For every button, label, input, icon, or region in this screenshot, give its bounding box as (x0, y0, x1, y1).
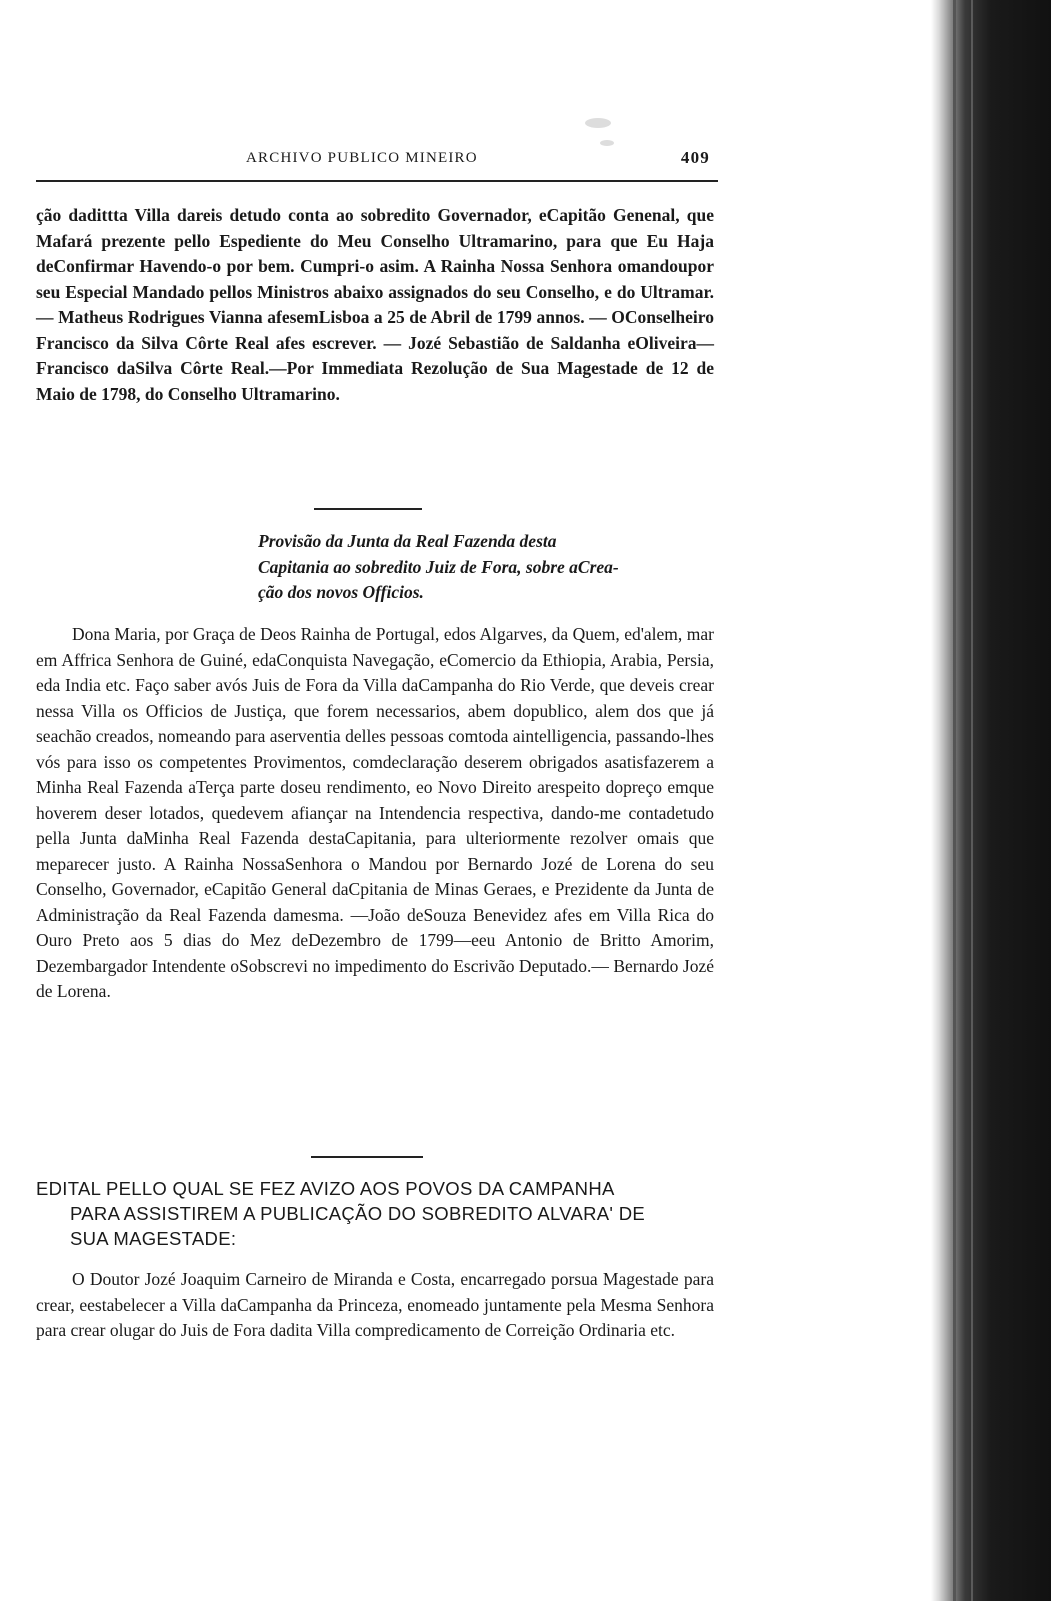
paragraph: ção dadittta Villa dareis detudo conta ao sobredito Governador, eCapitão Genenal, que Mafará prezente pello Espediente do Meu Conselho Ultramarino, para que Eu Haja deConfirmar Havendo-o por bem. Cumpri-o asim. A Rainha Nossa Senhora omandoupor seu Especial Mandado pellos Ministros abaixo assignados do seu Conselho, e do Ultramar. — Matheus Rodrigues Vianna afesemLisboa a 25 de Abril de 1799 annos. — OConselheiro Francisco da Silva Côrte Real afes escrever. — Jozé Sebastião de Saldanha eOliveira—Francisco daSilva Côrte Real.—Por Immediata Rezolução de Sua Magestade de 12 de Maio de 1798, do Conselho Ultramarino. (36, 205, 714, 404)
heading-line: PARA ASSISTIREM A PUBLICAÇÃO DO SOBREDITO ALVARA' DE (70, 1203, 645, 1224)
provisao-body (36, 622, 714, 1005)
page-number: 409 (680, 148, 710, 167)
title-line: ção dos novos Officios. (258, 582, 424, 602)
paragraph: O Doutor Jozé Joaquim Carneiro de Miranda e Costa, encarregado porsua Magestade para crear, eestabelecer a Villa daCampanha da Princeza, enomeado juntamente pela Mesma Senhora para crear olugar do Juis de Fora dadita Villa compredicamento de Correição Ordinaria etc. (36, 1269, 714, 1340)
scan-speckle (600, 140, 614, 146)
section-separator (311, 1156, 423, 1158)
running-title: ARCHIVO PUBLICO MINEIRO (246, 150, 478, 166)
paragraph: Dona Maria, por Graça de Deos Rainha de Portugal, edos Algarves, da Quem, ed'alem, mar em Affrica Senhora de Guiné, edaConquista Navegação, eComercio da Ethiopia, Arabia, Persia, eda India etc. Faço saber avós Juis de Fora da Villa daCampanha do Rio Verde, que deveis crear nessa Villa os Officios de Justiça, que forem necessarios, abem dopublico, alem dos que já seachão creados, nomeando para aserventia delles pessoas comtoda aintelligencia, passando-lhes vós para isso os competentes Provimentos, comdeclaração deserem obrigados asatisfazerem a Minha Real Fazenda aTerça parte doseu rendimento, eo Novo Direito arespeito dopreço emque hoverem deser lotados, quedevem afiançar na Intendencia respectiva, dando-me contadetudo pella Junta daMinha Real Fazenda destaCapitania, para ulteriormente rezolver omais que meparecer justo. A Rainha NossaSenhora o Mandou por Bernardo Jozé de Lorena do seu Conselho, Governador, eCapitão General daCpitania de Minas Geraes, e Prezidente da Junta de Administração da Real Fazenda damesma. —João deSouza Benevidez afes em Villa Rica do Ouro Preto aos 5 dias do Mez deDezembro de 1799—eeu Antonio de Britto Amorim, Dezembargador Intendente oSobscrevi no impedimento do Escrivão Deputado.— Bernardo Jozé de Lorena. (36, 624, 714, 1001)
carta-regia-ending (36, 203, 714, 407)
page-header (36, 150, 718, 174)
binding-edge (931, 0, 1051, 1601)
provisao-title (258, 529, 698, 606)
edital-heading (36, 1176, 716, 1251)
section-separator (314, 508, 422, 510)
title-line: Capitania ao sobredito Juiz de Fora, sobre aCrea- (258, 556, 619, 577)
header-rule (36, 180, 718, 182)
title-line: Provisão da Junta da Real Fazenda desta (258, 531, 557, 551)
heading-line: SUA MAGESTADE: (70, 1228, 237, 1249)
edital-body (36, 1267, 714, 1344)
heading-line: EDITAL PELLO QUAL SE FEZ AVIZO AOS POVOS DA CAMPANHA (36, 1178, 615, 1199)
scan-speckle (585, 118, 611, 128)
